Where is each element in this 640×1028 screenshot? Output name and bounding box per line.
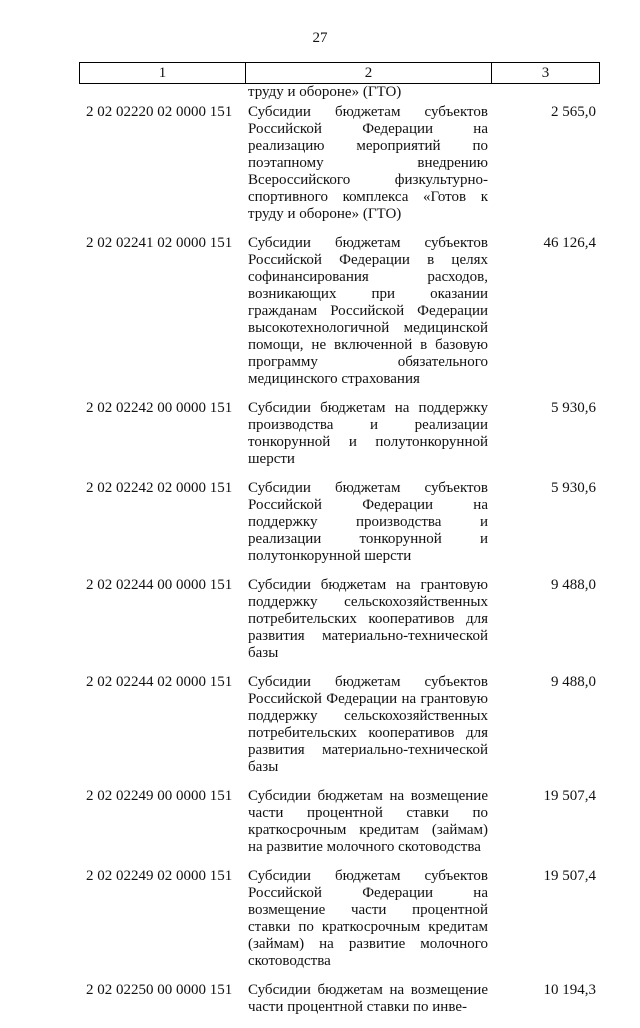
row-code: 2 02 02242 00 0000 151 [86, 400, 233, 416]
row-code: 2 02 02244 02 0000 151 [86, 674, 233, 690]
row-description: Субсидии бюджетам субъектов Российской Федерации в целях софинансирования расходов, возникающих при оказании гражданам Российской Федерации высокотехнологичной медицинской помощи, не включенной в базовую программу обязательного медицинского страхования [248, 235, 488, 387]
row-code: 2 02 02241 02 0000 151 [86, 235, 233, 251]
row-amount: 19 507,4 [543, 868, 596, 884]
table-body [0, 104, 640, 1028]
row-amount: 5 930,6 [551, 480, 596, 496]
table-row [0, 674, 640, 776]
row-amount: 10 194,3 [543, 982, 596, 998]
row-code: 2 02 02244 00 0000 151 [86, 577, 233, 593]
row-description: Субсидии бюджетам субъектов Российской Федерации на возмещение части процентной ставки по краткосрочным кредитам (займам) на развитие молочного скотоводства [248, 868, 488, 969]
row-code: 2 02 02250 00 0000 151 [86, 982, 233, 998]
table-row [0, 868, 640, 970]
column-header-3: 3 [541, 64, 550, 81]
row-amount: 5 930,6 [551, 400, 596, 416]
page-number: 27 [312, 30, 328, 46]
row-description: Субсидии бюджетам на поддержку производства и реализации тонкорунной и полутонкорунной шерсти [248, 400, 488, 467]
row-amount: 2 565,0 [551, 104, 596, 120]
row-description: Субсидии бюджетам на грантовую поддержку сельскохозяйственных потребительских кооперативов для развития материально-технической базы [248, 577, 488, 661]
row-code: 2 02 02220 02 0000 151 [86, 104, 233, 120]
table-row [0, 480, 640, 565]
table-row [0, 235, 640, 388]
table-row [0, 104, 640, 223]
table-row [0, 400, 640, 468]
table-row [0, 577, 640, 662]
row-description: Субсидии бюджетам субъектов Российской Федерации на грантовую поддержку сельскохозяйственных потребительских кооперативов для развития материально-технической базы [248, 674, 488, 775]
column-header-1: 1 [80, 63, 246, 83]
row-amount: 9 488,0 [551, 674, 596, 690]
row-amount: 19 507,4 [543, 788, 596, 804]
row-amount: 46 126,4 [543, 235, 596, 251]
row-amount: 9 488,0 [551, 577, 596, 593]
row-description: Субсидии бюджетам на возмещение части процентной ставки по краткосрочным кредитам (займам) на развитие молочного скотоводства [248, 788, 488, 855]
table-row [0, 982, 640, 1016]
table-row [0, 788, 640, 856]
column-header-2: 2 [246, 63, 492, 83]
continued-text: труду и обороне» (ГТО) [248, 84, 402, 100]
row-code: 2 02 02249 02 0000 151 [86, 868, 233, 884]
row-description: Субсидии бюджетам субъектов Российской Федерации на поддержку производства и реализации тонкорунной и полутонкорунной шерсти [248, 480, 488, 564]
table-column-header [79, 62, 600, 84]
row-description: Субсидии бюджетам субъектов Российской Федерации на реализацию мероприятий по поэтапному внедрению Всероссийского физкультурно-спортивного комплекса «Готов к труду и обороне» (ГТО) [248, 104, 488, 222]
row-code: 2 02 02249 00 0000 151 [86, 788, 233, 804]
row-description: Субсидии бюджетам на возмещение части процентной ставки по инве- [248, 982, 488, 1015]
row-code: 2 02 02242 02 0000 151 [86, 480, 233, 496]
